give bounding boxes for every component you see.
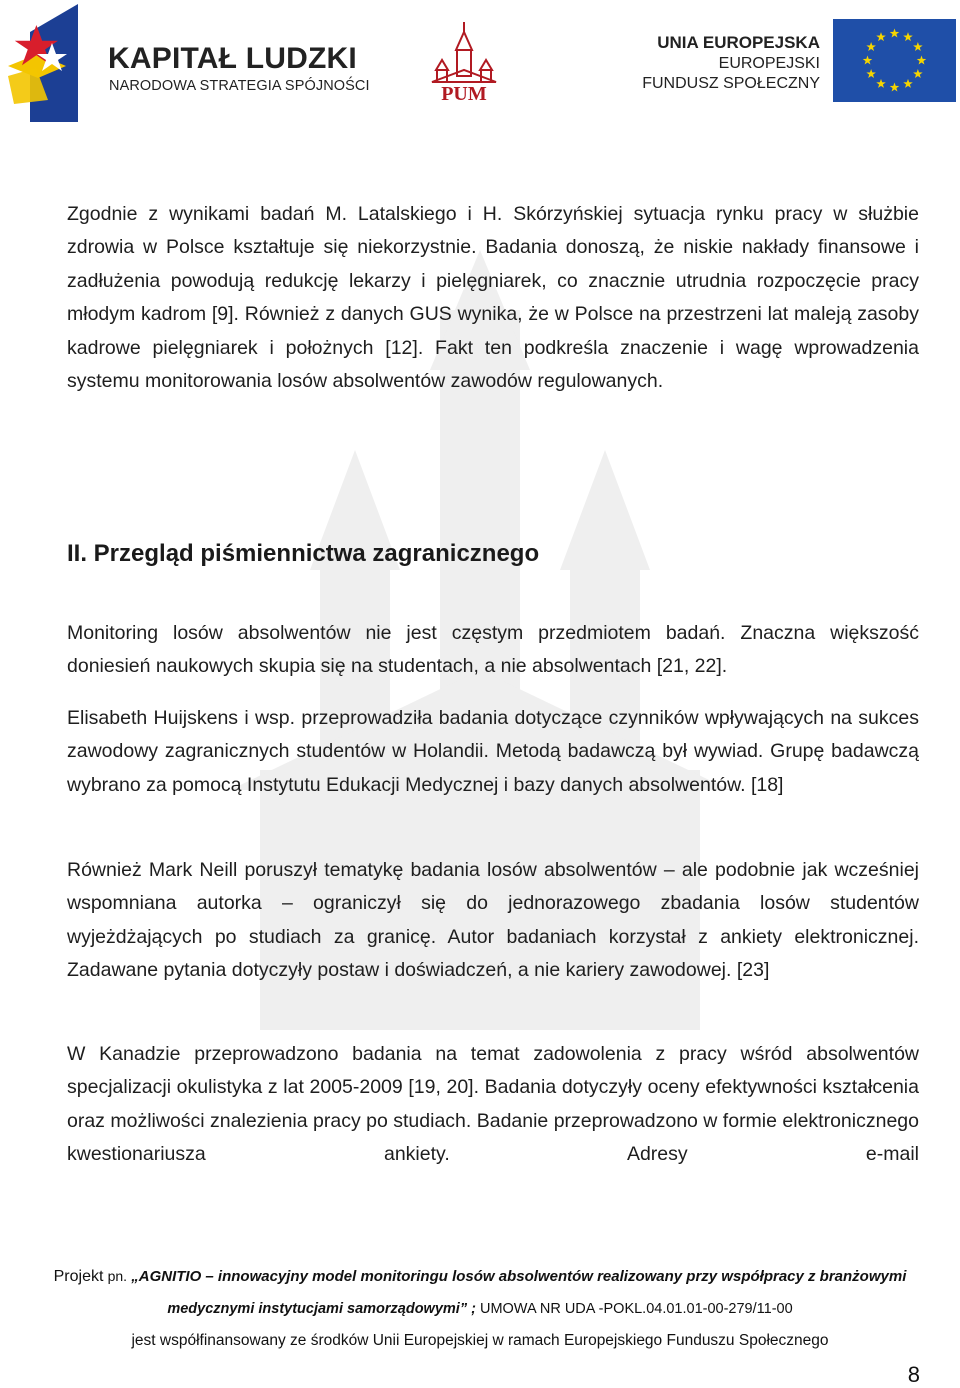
kapital-ludzki-subtitle: NARODOWA STRATEGIA SPÓJNOŚCI [109,78,370,94]
eu-line-1: UNIA EUROPEJSKA [657,33,820,52]
paragraph-5-text: W Kanadzie przeprowadzono badania na temat zadowolenia z pracy wśród absolwentów specjalizacji okulistyka z lat 2005-2009 [19, 20]. Badania dotyczyły oceny efektywności kształcenia oraz możliwości znalezienia pracy po studiach. Badanie przeprowadzono w formie elektronicznego kwestionariusza ankiety. Adresy e-mail [67,1043,919,1166]
eu-line-3: FUNDUSZ SPOŁECZNY [642,75,820,92]
paragraph-5 [67,1038,919,1172]
eu-text-block [640,32,820,94]
kapital-ludzki-logo-icon [8,4,88,122]
paragraph-1-text: Zgodnie z wynikami badań M. Latalskiego i H. Skórzyńskiej sytuacja rynku pracy w służbie zdrowia w Polsce kształtuje się niekorzystnie. Badania donoszą, że niskie nakłady finansowe i zadłużenia powodują redukcję lekarzy i pielęgniarek, co znacznie utrudnia rozpoczęcie pracy młodym kadrom [9]. Również z danych GUS wynika, że w Polsce na przestrzeni lat maleją zasoby kadrowe pielęgniarek i położnych [12]. Fakt ten podkreśla znaczenie i wagę wprowadzenia systemu monitorowania losów absolwentów zawodów regulowanych. [67,203,919,393]
footer-pn-label: pn. [107,1268,128,1284]
footer-contract-number: UMOWA NR UDA -POKL.04.01.01-00-279/11-00 [479,1301,793,1317]
paragraph-2 [67,617,919,684]
footer-project-label: Projekt [53,1268,104,1285]
footer-project-title-2: medycznymi instytucjami samorządowymi” ; [167,1301,476,1317]
eu-line-2: EUROPEJSKI [718,55,820,72]
footer-line-2 [0,1301,960,1317]
pum-logo-icon [428,20,500,106]
paragraph-2-text: Monitoring losów absolwentów nie jest częstym przedmiotem badań. Znaczna większość doniesień naukowych skupia się na studentach, a nie absolwentach [21, 22]. [67,622,919,678]
eu-flag-icon [833,19,956,102]
footer-line-1 [0,1268,960,1286]
paragraph-4-text: Również Mark Neill poruszył tematykę badania losów absolwentów – ale podobnie jak wcześniej wspomniana autorka – ograniczył się do jednorazowego zbadania losów studentów wyjeżdżających po studiach za granicę. Autor badaniach korzystał z ankiety elektronicznej. Zadawane pytania dotyczyły postaw i doświadczeń, a nie kariery zawodowej. [23] [67,859,919,982]
footer-project-title-1: „AGNITIO – innowacyjny model monitoringu losów absolwentów realizowany przy współpracy z branżowymi [131,1268,907,1285]
footer-funding-line: jest współfinansowany ze środków Unii Europejskiej w ramach Europejskiego Funduszu Społecznego [131,1332,829,1349]
paragraph-1 [67,198,919,398]
paragraph-3 [67,702,919,802]
page-number: 8 [907,1362,920,1387]
pum-label: PUM [441,83,487,105]
paragraph-4 [67,854,919,988]
kapital-ludzki-title: KAPITAŁ LUDZKI [108,42,357,75]
paragraph-3-text: Elisabeth Huijskens i wsp. przeprowadziła badania dotyczące czynników wpływających na sukces zawodowy zagranicznych studentów w Holandii. Metodą badawczą był wywiad. Grupę badawczą wybrano za pomocą Instytutu Edukacji Medycznej i bazy danych absolwentów. [18] [67,707,919,796]
section-heading: II. Przegląd piśmiennictwa zagranicznego [67,540,540,567]
